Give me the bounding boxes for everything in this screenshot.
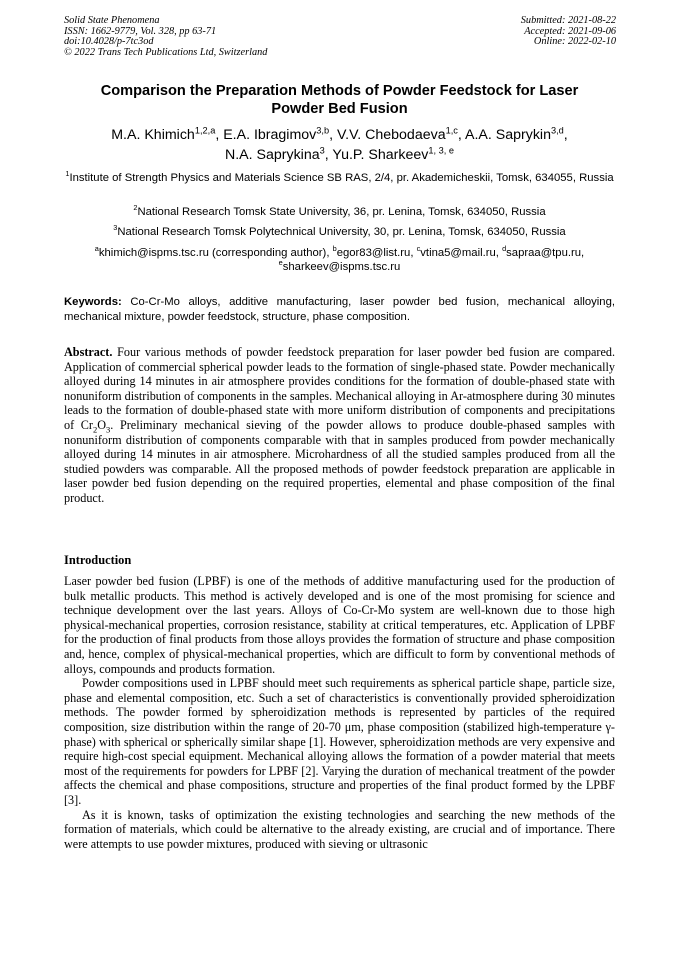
author-affiliation-marker: 1,c [445, 125, 458, 136]
author-name: V.V. Chebodaeva [336, 127, 446, 143]
chemical-subscript: 2 [92, 424, 98, 435]
issn-line: ISSN: 1662-9779, Vol. 328, pp 63-71 [64, 25, 217, 37]
keywords-section [64, 295, 615, 324]
affiliation-marker: 3 [113, 223, 118, 233]
email-address[interactable]: sharkeev@ispms.tsc.ru [282, 261, 401, 274]
author-separator: , [563, 127, 568, 143]
email-address[interactable]: sapraa@tpu.ru, [506, 247, 585, 259]
submitted-date: Submitted: 2021-08-22 [520, 15, 616, 26]
paper-title [64, 82, 615, 118]
author-name: A.A. Saprykin [465, 127, 551, 143]
title-line-2: Powder Bed Fusion [271, 101, 408, 117]
keywords-label: Keywords: [64, 296, 122, 308]
email-address[interactable]: khimich@ispms.tsc.ru (corresponding author), [98, 247, 333, 259]
paragraph: As it is known, tasks of optimization the existing technologies and searching the new methods of the formation of materials, which could be alternative to the already existing, are crucial and of importance. There were attempts to use powder mixtures, produced with sieving or ultrasonic [64, 807, 615, 851]
accepted-date: Accepted: 2021-09-06 [524, 25, 616, 37]
author-affiliation-marker: 3,d [550, 125, 564, 136]
submission-dates [521, 16, 616, 48]
chemical-subscript: 3 [106, 424, 111, 435]
affiliation-text: Institute of Strength Physics and Materials Science SB RAS, 2/4, pr. Akademicheskii, Tomsk, 634055, Russia [69, 172, 614, 184]
email-marker: e [278, 258, 283, 268]
author-name: M.A. Khimich [111, 127, 195, 143]
author-line-1 [64, 125, 615, 145]
affiliation-2 [64, 205, 615, 219]
journal-name: Solid State Phenomena [64, 15, 160, 26]
introduction-heading: Introduction [64, 553, 132, 567]
author-line-2 [64, 145, 615, 165]
author-affiliation-marker: 1, 3, e [428, 145, 454, 156]
introduction-body [64, 574, 615, 851]
abstract-text: Four various methods of powder feedstock preparation for laser powder bed fusion are compared. Application of commercial spherical powder leads to the formation of single-phased state. Powder mechanically alloyed during 14 minutes in air atmosphere provides conditions for the formation of double-phased state with nonuniform distribution of components in the samples. Mechanical alloying in Ar-atmosphere during 30 minutes leads to the formation of double-phased state with more uniform distribution of components and precipitations of Cr [64, 345, 615, 432]
email-address[interactable]: vtina5@mail.ru, [420, 247, 503, 259]
abstract-text-continued: . Preliminary mechanical sieving of the powder allows to produce double-phased samples with nonuniform distribution of components comparable with that in samples produced from powder mechanically alloyed during 14 minutes in air atmosphere. Microhardness of all the studied samples produced from all the studied powders was comparable. All the proposed methods of powder feedstock preparation are applicable in laser powder bed fusion depending on the required properties, elemental and phase composition of the final product. [64, 417, 615, 505]
keywords-text: Co-Cr-Mo alloys, additive manufacturing, laser powder bed fusion, mechanical alloying, mechanical mixture, powder feedstock, structure, phase composition. [64, 296, 615, 323]
email-address[interactable]: egor83@list.ru, [336, 247, 417, 259]
affiliation-text: National Research Tomsk Polytechnical University, 30, pr. Lenina, Tomsk, 634050, Russia [117, 226, 566, 238]
email-marker: b [332, 244, 337, 254]
paragraph: Powder compositions used in LPBF should meet such requirements as spherical particle shape, particle size, phase and elemental composition, etc. Such a set of characteristics is conventionally provided spheroidization methods. The powder formed by spheroidization methods is represented by particles of the required composition, size distribution within the range of 20-70 μm, phase composition (stabilized high-temperature γ-phase) with spherical or spherically similar shape [1]. However, spheroidization methods are very expensive and require high-cost special equipment. Mechanical alloying allows the formation of a powder material that meets most of the requirements for powders for LPBF [2]. Varying the duration of mechanical treatment of the powder affects the chemical and phase compositions, structure and properties of the final product formed by the LPBF [3]. [64, 676, 615, 807]
email-marker: a [94, 244, 99, 254]
author-list [64, 125, 615, 165]
author-separator: , [324, 147, 333, 163]
abstract-label: Abstract. [64, 345, 113, 359]
author-name: E.A. Ibragimov [223, 127, 317, 143]
author-affiliation-marker: 1,2,a [194, 125, 216, 136]
online-date: Online: 2022-02-10 [533, 36, 616, 48]
affiliation-marker: 2 [133, 203, 138, 213]
copyright-line: © 2022 Trans Tech Publications Ltd, Switzerland [64, 46, 268, 58]
email-marker: c [416, 244, 421, 254]
affiliation-text: National Research Tomsk State University, 36, pr. Lenina, Tomsk, 634050, Russia [137, 206, 546, 218]
title-line-1: Comparison the Preparation Methods of Powder Feedstock for Laser [100, 83, 579, 99]
author-affiliation-marker: 3,b [316, 125, 330, 136]
author-name: Yu.P. Sharkeev [332, 147, 429, 163]
author-separator: , [215, 127, 224, 143]
author-separator: , [329, 127, 337, 143]
email-marker: d [502, 244, 507, 254]
author-separator: , [457, 127, 466, 143]
journal-info [64, 16, 267, 58]
abstract-section [64, 345, 615, 506]
affiliation-1 [64, 171, 615, 185]
author-affiliation-marker: 3 [319, 145, 325, 156]
chemical-symbol: O [97, 417, 107, 432]
doi-line: doi:10.4028/p-7tc3od [64, 36, 154, 48]
paragraph: Laser powder bed fusion (LPBF) is one of the methods of additive manufacturing used for the production of bulk metallic products. This method is actively developed and is one of the most promising for science and technique development over the last years. Alloys of Co-Cr-Mo system are well-known due to those high physical-mechanical properties, corrosion resistance, stability at critical temperatures, etc. Application of LPBF for the production of final products from those alloys provides the formation of structure and phase composition and, hence, complex of physical-mechanical properties, which are difficult to form by conventional methods of alloys, compounds and products formation. [64, 574, 615, 676]
affiliation-marker: 1 [65, 169, 70, 179]
author-name: N.A. Saprykina [224, 147, 320, 163]
affiliation-3 [64, 225, 615, 239]
email-list [64, 246, 615, 275]
